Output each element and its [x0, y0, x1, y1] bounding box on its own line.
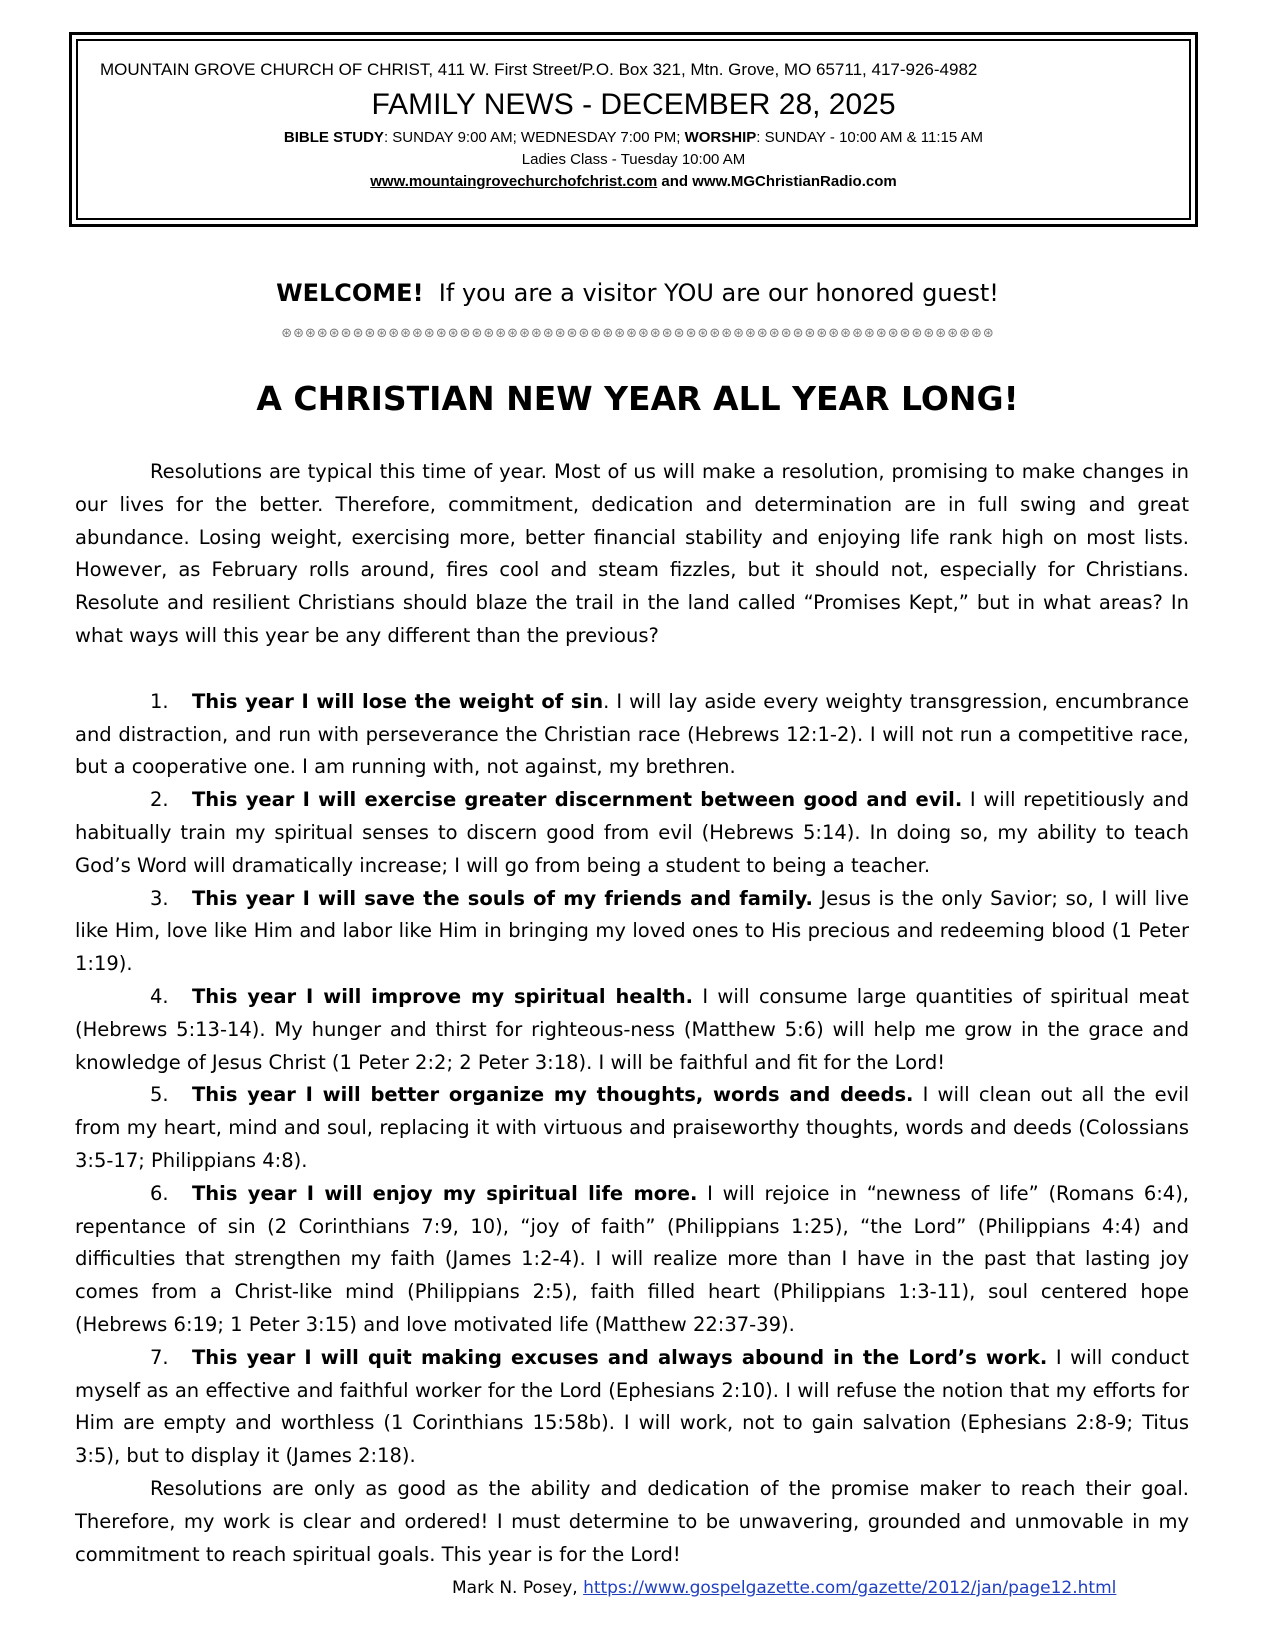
item-number: 2. — [150, 788, 169, 812]
item-heading: This year I will lose the weight of sin — [192, 689, 604, 713]
welcome-bold: WELCOME! — [276, 279, 424, 307]
newsletter-title: FAMILY NEWS - DECEMBER 28, 2025 — [371, 88, 896, 121]
resolution-item — [75, 1178, 1189, 1342]
website-links — [78, 171, 1189, 193]
item-heading: This year I will save the souls of my friends and family. — [192, 886, 813, 910]
item-number: 6. — [150, 1181, 169, 1205]
source-link[interactable]: https://www.gospelgazette.com/gazette/2012/jan/page12.html — [583, 1578, 1117, 1598]
resolution-item — [75, 883, 1189, 981]
item-number: 4. — [150, 984, 169, 1008]
item-number: 5. — [150, 1083, 169, 1107]
item-heading: This year I will exercise greater discernment between good and evil. — [192, 788, 963, 812]
masthead-inner — [76, 39, 1191, 220]
article-credit — [452, 1576, 1202, 1600]
item-heading: This year I will improve my spiritual health. — [192, 984, 694, 1008]
church-website-link[interactable]: www.mountaingrovechurchofchrist.com — [370, 173, 658, 190]
resolution-item — [75, 981, 1189, 1079]
item-text: . I will lay aside every weighty transgression, encumbrance and distraction, and run with perseverance the Christian race (Hebrews 12:1-2). I will not run a competitive race, but a cooperative one. I am running with, not against, my brethren. — [75, 689, 1189, 779]
item-number: 1. — [150, 689, 169, 713]
item-text: I will repetitiously and habitually train my spiritual senses to discern good from evil (Hebrews 5:14). In doing so, my ability to teach God’s Word will dramatically increase; I will go from being a student to being a teacher. — [75, 788, 1189, 877]
worship-label: WORSHIP — [684, 129, 757, 146]
author-name: Mark N. Posey, — [452, 1578, 584, 1598]
church-address: MOUNTAIN GROVE CHURCH OF CHRIST, 411 W. First Street/P.O. Box 321, Mtn. Grove, MO 65711, 417-926-4982 — [100, 60, 978, 79]
item-text: I will clean out all the evil from my heart, mind and soul, replacing it with virtuous and praiseworthy thoughts, words and deeds (Colossians 3:5-17; Philippians 4:8). — [75, 1083, 1189, 1172]
resolution-item — [75, 784, 1189, 882]
article-intro: Resolutions are typical this time of year. Most of us will make a resolution, promising to make changes in our lives for the better. Therefore, commitment, dedication and determination are in full swing and great abundance. Losing weight, exercising more, better financial stability and enjoying life rank high on most lists. However, as February rolls around, fires cool and steam fizzles, but it should not, especially for Christians. Resolute and resilient Christians should blaze the trail in the land called “Promises Kept,” but in what areas? In what ways will this year be any different than the previous? — [75, 460, 1189, 647]
resolution-item — [75, 1342, 1189, 1473]
article-closing: Resolutions are only as good as the ability and dedication of the promise maker to reach their goal. Therefore, my work is clear and ordered! I must determine to be unwavering, grounded and unmovable in my commitment to reach spiritual goals. This year is for the Lord! — [75, 1476, 1189, 1566]
ornament-divider: ⊛⊛⊛⊛⊛⊛⊛⊛⊛⊛⊛⊛⊛⊛⊛⊛⊛⊛⊛⊛⊛⊛⊛⊛⊛⊛⊛⊛⊛⊛⊛⊛⊛⊛⊛⊛⊛⊛⊛⊛⊛⊛⊛⊛⊛⊛⊛⊛⊛⊛⊛⊛⊛⊛⊛⊛⊛⊛⊛⊛ — [281, 326, 995, 341]
item-heading: This year I will enjoy my spiritual life more. — [192, 1181, 698, 1205]
links-separator: and — [657, 173, 693, 190]
article-body — [75, 456, 1189, 1571]
bible-study-label: BIBLE STUDY — [283, 129, 384, 146]
paragraph-gap — [75, 653, 1189, 686]
item-number: 3. — [150, 886, 169, 910]
item-text: I will consume large quantities of spiritual meat (Hebrews 5:13-14). My hunger and thirst for righteous-ness (Matthew 5:6) will help me grow in the grace and knowledge of Jesus Christ (1 Peter 2:2; 2 Peter 3:18). I will be faithful and fit for the Lord! — [75, 984, 1189, 1074]
item-text: I will conduct myself as an effective and faithful worker for the Lord (Ephesians 2:10). I will refuse the notion that my efforts for Him are empty and worthless (1 Corinthians 15:58b). I will work, not to gain salvation (Ephesians 2:8-9; Titus 3:5), but to display it (James 2:18). — [75, 1345, 1189, 1468]
welcome-line — [0, 278, 1275, 308]
item-heading: This year I will better organize my thoughts, words and deeds. — [192, 1083, 914, 1107]
item-text: Jesus is the only Savior; so, I will live like Him, love like Him and labor like Him in bringing my loved ones to His precious and redeeming blood (1 Peter 1:19). — [75, 886, 1189, 976]
item-heading: This year I will quit making excuses and always abound in the Lord’s work. — [192, 1345, 1048, 1369]
resolution-item — [75, 1079, 1189, 1177]
resolution-item — [75, 686, 1189, 784]
masthead — [69, 32, 1198, 227]
worship-times: : SUNDAY - 10:00 AM & 11:15 AM — [756, 129, 984, 146]
radio-website: www.MGChristianRadio.com — [692, 173, 897, 190]
article-title: A CHRISTIAN NEW YEAR ALL YEAR LONG! — [256, 379, 1019, 418]
item-text: I will rejoice in “newness of life” (Romans 6:4), repentance of sin (2 Corinthians 7:9, 10), “joy of faith” (Philippians 1:25), “the Lord” (Philippians 4:4) and difficulties that strengthen my faith (James 1:2-4). I will realize more than I have in the past that lasting joy comes from a Christ-like mind (Philippians 2:5), faith filled heart (Philippians 1:3-11), soul centered hope (Hebrews 6:19; 1 Peter 3:15) and love motivated life (Matthew 22:37-39). — [75, 1181, 1190, 1336]
welcome-text: If you are a visitor YOU are our honored guest! — [438, 279, 999, 307]
service-schedule — [78, 127, 1189, 149]
ladies-class: Ladies Class - Tuesday 10:00 AM — [521, 151, 746, 168]
bible-study-times: : SUNDAY 9:00 AM; WEDNESDAY 7:00 PM; — [383, 129, 685, 146]
item-number: 7. — [150, 1345, 169, 1369]
